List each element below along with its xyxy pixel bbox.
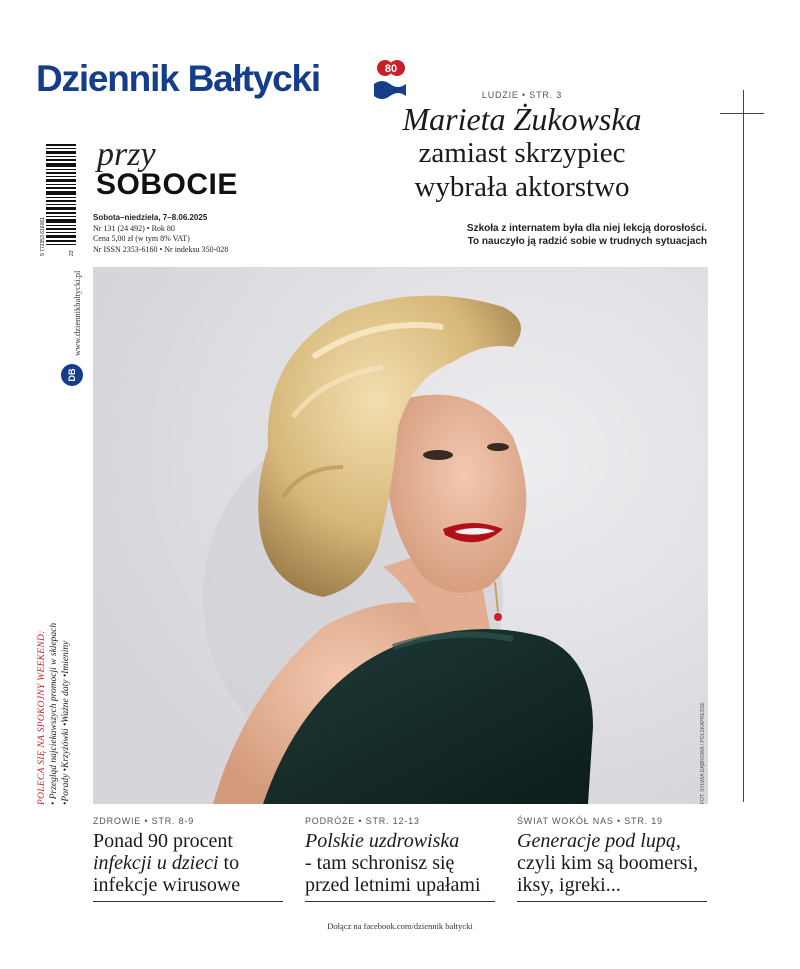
issue-info [93,213,228,255]
crop-line-horizontal [720,113,764,114]
story-headline [517,830,707,896]
barcode-suffix: 23 [69,250,75,256]
headline-italic: Generacje pod lupą, [517,830,681,852]
headline-line-2 [93,852,283,874]
recommend-title: POLECA SIĘ NA SPOKOJNY WEEKEND: [37,630,47,805]
headline-line-1 [517,830,707,852]
story-section-label: PODRÓŻE • STR. 12-13 [305,816,420,826]
crop-line-vertical [743,90,744,802]
headline-rest: to [218,852,240,874]
teaser-line-1: Szkoła z internatem była dla niej lekcją dorosłości. [466,223,707,234]
headline-line-1 [305,830,495,852]
story-divider [517,901,707,902]
issue-number: Nr 131 (24 492) • Rok 80 [93,223,175,233]
recommend-line-2: •Porady •Krzyżówki •Ważne daty •Imieniny [61,640,71,805]
barcode-digits: 9 772353 616061 [40,217,46,256]
weekend-recommendations [36,623,72,805]
top-story-name: Marieta Żukowska [402,101,642,137]
masthead-logo[interactable]: Dziennik Bałtycki [36,58,320,99]
footer-facebook[interactable]: Dołącz na facebook.com/dziennik bałtycki [327,921,473,931]
issue-price: Cena 5,00 zł (w tym 8% VAT) [93,234,190,243]
barcode-icon [40,142,77,258]
headline-line-3: iksy, igreki... [517,874,621,896]
cover-photo [93,267,708,804]
recommend-line-1: • Przegląd najciekawszych promocji w sklepach [49,622,59,805]
photo-credit: FOT. SYLWIA DĄBROWA / POLSKAPRESSE [700,702,706,804]
headline-line-2: - tam schronisz się [305,852,455,874]
story-section-label: ŚWIAT WOKÓŁ NAS • STR. 19 [517,816,663,826]
bottom-story-health[interactable] [93,816,283,902]
headline-line-3: przed letnimi upałami [305,874,481,896]
website-url[interactable]: www.dziennikbaltycki.pl [72,270,82,356]
top-story-section: LUDZIE • STR. 3 [481,90,563,100]
headline-line-1: Ponad 90 procent [93,830,233,852]
story-headline [93,830,283,896]
bottom-story-travel[interactable] [305,816,495,902]
story-divider [305,901,495,902]
headline-line-2: czyli kim są boomersi, [517,852,699,874]
portrait-illustration [93,267,708,804]
headline-italic: infekcji u dzieci [93,852,219,874]
supplement-przy: przy [97,136,156,173]
issue-date: Sobota–niedziela, 7–8.06.2025 [93,213,208,222]
headline-italic: Polskie uzdrowiska [305,830,460,852]
story-section-label: ZDROWIE • STR. 8-9 [93,816,195,826]
top-story-line-2: wybrała aktorstwo [414,171,630,203]
teaser-line-2: To nauczyło ją radzić sobie w trudnych sytuacjach [467,236,707,247]
bottom-story-world[interactable] [517,816,707,902]
top-story-line-1: zamiast skrzypiec [418,137,626,169]
story-headline [305,830,495,896]
top-story[interactable] [352,90,692,204]
db-logo-icon: DB [61,364,83,386]
story-divider [93,901,283,902]
headline-line-3: infekcje wirusowe [93,874,241,896]
top-story-teaser [467,222,707,248]
issue-issn: Nr ISSN 2353-6160 • Nr indeksu 350-028 [93,244,229,254]
supplement-sobocie: SOBOCIE [96,168,238,201]
anniversary-number: 80 [384,63,398,75]
